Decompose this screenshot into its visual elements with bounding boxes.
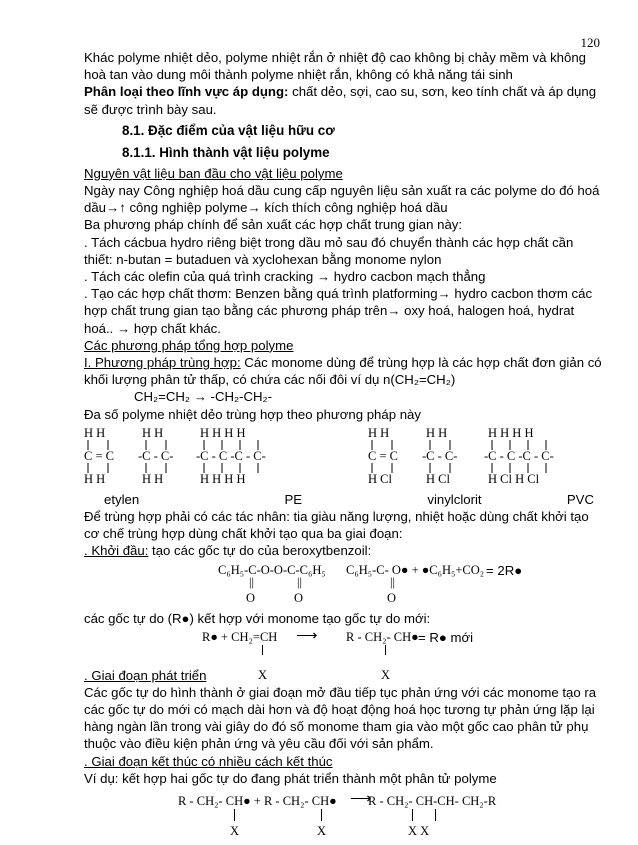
- reaction2-x1: X: [258, 667, 268, 682]
- bond-line: [262, 645, 263, 655]
- subheading-raw-materials: Nguyên vật liệu ban đầu cho vật liệu polyme: [84, 165, 343, 181]
- paragraph-example: Ví dụ: kết hợp hai gốc tự do đang phát triển thành một phân tử polyme: [84, 770, 497, 786]
- paragraph-method-1: . Tách cácbua hydro riêng biệt trong dầu mỏ sau đó chuyển thành các hợp chất cần thiết: n-butan = butaduen và xyclohexan bằng monome nylon: [84, 234, 574, 267]
- reaction3-x3: X X: [408, 824, 430, 839]
- reaction-propagation: [84, 627, 604, 667]
- paragraph-initiators: Để trùng hợp phải có các tác nhân: tia giàu năng lượng, nhiệt hoặc dùng chất khởi tạo cơ chế trùng hợp dùng chất khởi tạo qua ba giai đoạn:: [84, 509, 589, 542]
- polymerization-text: Các monome dùng để trùng hợp là các hợp chất đơn giản có khối lượng phân tử thấp, có chứa các nối đôi ví dụ n(CH₂=CH₂): [84, 355, 602, 388]
- svg-text:H H H H: H H H H: [200, 425, 246, 440]
- svg-text:H Cl H Cl: H Cl H Cl: [488, 471, 540, 486]
- reaction3-x2: X: [317, 824, 327, 839]
- paragraph-method-3: . Tạo các hợp chất thơm: Benzen bằng quá trình platforming→ hydro cacbon thơm các hợp chất trung gian tạo bằng các phương pháp trên→ oxy hoá, halogen hoá, hydrat hoá.. → hợp chất khác.: [84, 286, 593, 336]
- reaction2-right: R - CH₂- CH●: [346, 629, 419, 644]
- heading-8-1-1: 8.1.1. Hình thành vật liệu polyme: [122, 144, 330, 160]
- polymerization-label: I. Phương pháp trùng hợp:: [84, 355, 241, 371]
- paragraph-thermoplastic: Đa số polyme nhiệt dẻo trùng hợp theo phương pháp này: [84, 406, 421, 422]
- paragraph-radical-combination: các gốc tự do (R●) kết hợp với monome tạo gốc tự do mới:: [84, 610, 431, 626]
- svg-text:-C - C-: -C - C-: [138, 448, 174, 463]
- svg-text:H H: H H: [84, 471, 106, 486]
- double-bond-mark: ||: [390, 574, 396, 589]
- svg-text:-C - C -C - C-: -C - C -C - C-: [196, 448, 266, 463]
- initiation-text: tạo các gốc tự do của beroxytbenzoil:: [148, 543, 372, 559]
- classification-label: Phân loại theo lĩnh vực áp dụng:: [84, 84, 289, 100]
- reaction2-left: R● + CH₂=CH: [202, 629, 278, 644]
- svg-text:H H: H H: [426, 425, 448, 440]
- bond-line: [321, 809, 322, 821]
- reaction2-x2: X: [381, 667, 391, 682]
- reaction1-o3: O: [387, 590, 397, 605]
- equation-ethylene: CH₂=CH₂ → -CH₂-CH₂-: [134, 389, 273, 405]
- double-bond-mark: ||: [249, 574, 255, 589]
- reaction3-left: R - CH₂- CH● + R - CH₂- CH●: [178, 794, 337, 809]
- double-bond-mark: ||: [297, 574, 303, 589]
- reaction3-x1: X: [230, 824, 240, 839]
- formula-labels: [84, 491, 604, 508]
- label-pvc: PVC: [566, 491, 594, 507]
- svg-text:H H: H H: [142, 425, 164, 440]
- paragraph-thermoset: Khác polyme nhiệt dẻo, polyme nhiệt rắn ở nhiệt độ cao không bị chảy mềm và không hoà tan vào dung môi thành polyme nhiệt rắn, không có khả năng tái sinh: [84, 50, 587, 83]
- document-body: [84, 49, 604, 845]
- paragraph-classification: [84, 83, 604, 117]
- svg-text:-C - C -C - C-: -C - C -C - C-: [484, 448, 554, 463]
- bond-line: [412, 809, 413, 821]
- reaction-initiation: [84, 560, 604, 610]
- svg-text:H H H H: H H H H: [488, 425, 534, 440]
- svg-text:H Cl: H Cl: [426, 471, 450, 486]
- reaction1-o1: O: [246, 590, 256, 605]
- propagation-row: [84, 667, 604, 684]
- paragraph-petrochem: Ngày nay Công nghiệp hoá dầu cung cấp nguyên liệu sản xuất ra các polyme do đó hoá dầu→↑ công nghiệp polyme→ kích thích công nghiệp hoá dầu: [84, 183, 600, 216]
- page-number: 120: [580, 35, 600, 50]
- reaction3-right: R - CH₂- CH-CH- CH₂-R: [368, 794, 497, 809]
- paragraph-method-2: . Tách các olefin của quá trình cracking → hydro cacbon mạch thẳng: [84, 269, 486, 285]
- svg-text:H H: H H: [84, 425, 106, 440]
- bond-line: [385, 645, 386, 655]
- reaction1-mid: C₆H₅-C- O● + ●C₆H₅+CO₂: [346, 562, 485, 577]
- svg-text:H H: H H: [142, 471, 164, 486]
- reaction1-left: C₆H₅-C-O-O-C-C₆H₅: [218, 562, 326, 577]
- reaction2-suffix: = R● mới: [418, 629, 474, 645]
- reaction1-o2: O: [294, 590, 304, 605]
- reaction-termination: [84, 787, 604, 845]
- svg-text:C = C: C = C: [84, 448, 114, 463]
- svg-text:H H: H H: [368, 425, 390, 440]
- svg-text:H H H H: H H H H: [200, 471, 246, 486]
- bond-line: [234, 809, 235, 821]
- paragraph-polymerization: [84, 354, 604, 388]
- paragraph-propagation: Các gốc tự do hình thành ở giai đoạn mở đầu tiếp tục phản ứng với các monome tạo ra các gốc tự do mới có mạch dài hơn và độ hoạt động hoá học tương tự phản ứng lặp lại hàng ngàn lần trong vài giây do đó số monome tham gia vào một gốc cao phân tử phụ thuộc vào điều kiện phản ứng và yêu cầu đối với sản phẩm.: [84, 684, 597, 752]
- bond-line: [435, 809, 436, 821]
- label-vinylclorit: vinylclorit: [427, 491, 482, 507]
- initiation-label: . Khởi đầu:: [84, 543, 149, 559]
- label-etylen: etylen: [104, 491, 140, 507]
- svg-text:H Cl: H Cl: [368, 471, 392, 486]
- paragraph-three-methods: Ba phương pháp chính để sản xuất các hợp chất trung gian này:: [84, 217, 463, 233]
- paragraph-initiation: [84, 542, 604, 559]
- subheading-propagation: . Giai đoạn phát triển: [84, 667, 207, 683]
- label-pe: PE: [284, 491, 303, 507]
- subheading-synthesis: Các phương pháp tổng hợp polyme: [84, 337, 294, 353]
- heading-8-1: 8.1. Đặc điểm của vật liệu hữu cơ: [122, 122, 335, 138]
- structural-formulas: [84, 425, 604, 489]
- svg-text:-C - C-: -C - C-: [422, 448, 458, 463]
- reaction1-right: = 2R●: [486, 562, 523, 578]
- classification-text: chất dẻo, sợi, cao su, sơn, keo tính chất và áp dụng sẽ được trình bày sau.: [84, 84, 597, 117]
- svg-text:C = C: C = C: [368, 448, 398, 463]
- subheading-termination: . Giai đoạn kết thúc có nhiều cách kết thúc: [84, 753, 333, 769]
- reaction3-arrow: ⟶: [350, 790, 372, 808]
- reaction2-arrow: ⟶: [296, 626, 318, 644]
